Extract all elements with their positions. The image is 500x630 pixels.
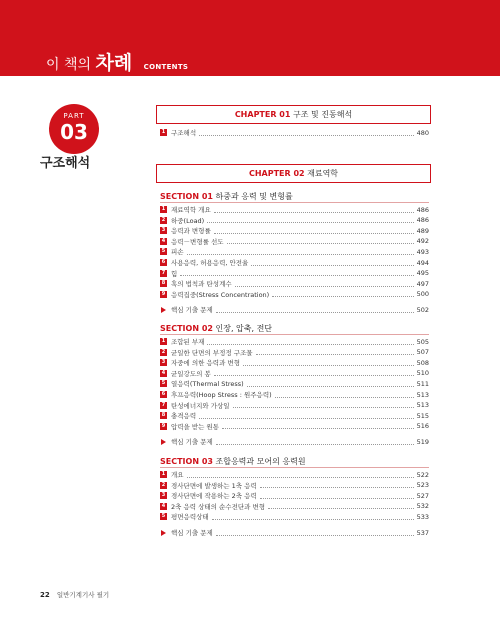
part-number: 03 (60, 120, 88, 144)
dot-leader (216, 439, 414, 445)
dot-leader (199, 413, 413, 419)
section-title: 인장, 압축, 전단 (215, 324, 273, 333)
item-number-badge: 6 (161, 259, 166, 265)
entry-title: 개요 (171, 471, 184, 479)
dot-leader (187, 249, 414, 255)
item-number-badge: 7 (161, 401, 166, 408)
toc-entry[interactable] (160, 226, 429, 235)
toc-entry[interactable] (160, 258, 429, 267)
triangle-arrow-icon (161, 439, 166, 445)
entry-title: 경사단면에 작용하는 2축 응력 (171, 492, 257, 501)
entry-title: 하중(Load) (171, 216, 205, 225)
toc-entry[interactable] (160, 470, 429, 479)
item-number-badge: 4 (161, 502, 166, 509)
item-number-badge: 2 (161, 348, 166, 355)
toc-entry[interactable] (160, 390, 429, 399)
chapter-number: CHAPTER 02 (248, 169, 305, 178)
entry-page-number: 486 (416, 216, 429, 225)
item-number-badge: 5 (161, 248, 166, 255)
entry-page-number: 532 (416, 502, 429, 511)
page-footer (40, 590, 109, 599)
section-divider (160, 467, 429, 468)
item-number-badge: 6 (161, 391, 166, 397)
entry-title: 자중에 의한 응력과 변형 (171, 359, 240, 368)
entry-title: 피손 (171, 248, 184, 257)
section-heading (160, 323, 272, 334)
section-number: SECTION 03 (160, 457, 213, 466)
part-label: PART (63, 112, 85, 120)
section-title: 조합응력과 모어의 응력원 (215, 457, 306, 466)
footer-page-number: 22 (40, 591, 50, 599)
item-number-badge: 8 (161, 412, 166, 419)
entry-title: 사용응력, 허용응력, 안전율 (171, 259, 249, 267)
dot-leader (212, 514, 414, 520)
item-number-badge: 9 (161, 290, 166, 297)
dot-leader (235, 281, 414, 287)
entry-page-number: 495 (416, 269, 429, 278)
chapter-heading (156, 105, 431, 124)
chapter-title: 재료역학 (307, 169, 339, 178)
dot-leader (260, 493, 414, 499)
toc-entry[interactable] (160, 237, 429, 246)
dot-leader (214, 228, 414, 234)
part-badge (49, 104, 99, 154)
dot-leader (216, 530, 414, 536)
dot-leader (256, 349, 414, 355)
item-number-badge: 3 (161, 359, 166, 366)
item-number-badge: 1 (161, 129, 166, 135)
dot-leader (187, 472, 414, 478)
item-number-badge: 3 (161, 492, 166, 499)
entry-title: 응력집중(Stress Concentration) (171, 290, 270, 299)
section-title: 하중과 응력 및 변형률 (215, 192, 293, 201)
chapter-heading (156, 164, 431, 183)
entry-title: 힘 (171, 269, 178, 278)
dot-leader (207, 217, 413, 223)
summary-entry[interactable] (160, 528, 429, 537)
item-number-badge: 5 (161, 513, 166, 520)
entry-title: 응력과 변형률 (171, 227, 211, 236)
toc-entry[interactable] (160, 269, 429, 278)
entry-page-number: 502 (416, 305, 429, 314)
section-heading (160, 191, 293, 202)
item-number-badge: 2 (161, 481, 166, 488)
toc-entry[interactable] (160, 205, 429, 214)
toc-entry[interactable] (160, 401, 429, 410)
toc-entry[interactable] (160, 279, 429, 288)
entry-title: 경사단면에 발생하는 1축 응력 (171, 481, 257, 490)
dot-leader (214, 207, 414, 213)
entry-page-number: 513 (416, 390, 429, 399)
toc-entry[interactable] (160, 358, 429, 367)
entry-title: 2축 응력 상태의 순수전단과 변형 (171, 502, 266, 511)
entry-page-number: 527 (416, 491, 429, 500)
entry-page-number: 513 (416, 401, 429, 410)
entry-page-number: 511 (416, 379, 429, 388)
section-number: SECTION 01 (160, 192, 213, 201)
entry-page-number: 515 (416, 411, 429, 420)
contents-title-prefix: 이 책의 (46, 57, 92, 73)
item-number-badge: 1 (161, 206, 166, 212)
item-number-badge: 4 (161, 237, 166, 244)
entry-page-number: 523 (416, 481, 429, 490)
entry-title: 압력을 받는 원통 (171, 422, 220, 431)
entry-page-number: 505 (416, 337, 429, 346)
dot-leader (207, 339, 413, 345)
toc-entry[interactable] (160, 337, 429, 346)
toc-entry[interactable] (160, 247, 429, 256)
entry-page-number: 519 (416, 437, 429, 446)
dot-leader (247, 381, 414, 387)
entry-title: 재료역학 개요 (171, 206, 211, 214)
item-number-badge: 8 (161, 280, 166, 287)
entry-page-number: 497 (416, 279, 429, 288)
entry-page-number: 522 (416, 470, 429, 479)
toc-entry[interactable] (160, 502, 429, 511)
entry-title: 탄성에너지와 가상일 (171, 401, 230, 410)
chapter-title: 구조 및 진동해석 (292, 110, 353, 119)
entry-page-number: 508 (416, 358, 429, 367)
entry-page-number: 489 (416, 226, 429, 235)
item-number-badge: 7 (161, 269, 166, 276)
part-title: 구조해석 (40, 156, 91, 171)
entry-title: 핵심 기출 문제 (171, 306, 213, 315)
toc-entry[interactable] (160, 512, 429, 521)
dot-leader (199, 130, 413, 136)
dot-leader (233, 402, 414, 408)
entry-title: 핵심 기출 문제 (171, 529, 213, 537)
dot-leader (214, 370, 414, 376)
dot-leader (227, 238, 414, 244)
contents-title-main: 차례 (95, 52, 133, 74)
dot-leader (180, 270, 413, 276)
entry-page-number: 507 (416, 348, 429, 357)
summary-entry[interactable] (160, 437, 429, 446)
entry-title: 핵심 기출 문제 (171, 438, 213, 447)
contents-title-english: CONTENTS (143, 63, 189, 71)
toc-entry[interactable] (160, 128, 429, 137)
summary-entry[interactable] (160, 305, 429, 314)
entry-title: 균일강도의 봉 (171, 369, 211, 378)
section-number: SECTION 02 (160, 324, 213, 333)
dot-leader (268, 503, 414, 509)
entry-title: 조합된 부재 (171, 338, 205, 346)
toc-entry[interactable] (160, 369, 429, 378)
toc-entry[interactable] (160, 216, 429, 225)
dot-leader (222, 423, 413, 429)
entry-page-number: 480 (416, 128, 429, 137)
triangle-arrow-icon (161, 530, 166, 536)
footer-book-title: 일반기계기사 필기 (56, 591, 110, 599)
toc-entry[interactable] (160, 411, 429, 420)
entry-title: 평면응력상태 (171, 513, 209, 522)
entry-page-number: 500 (416, 290, 429, 299)
entry-page-number: 510 (416, 369, 429, 378)
entry-page-number: 492 (416, 237, 429, 246)
item-number-badge: 9 (161, 422, 166, 429)
dot-leader (275, 392, 414, 398)
section-heading (160, 456, 306, 467)
entry-page-number: 493 (416, 247, 429, 256)
toc-entry[interactable] (160, 348, 429, 357)
toc-entry[interactable] (160, 422, 429, 431)
item-number-badge: 4 (161, 369, 166, 376)
entry-page-number: 537 (416, 528, 429, 537)
entry-page-number: 533 (416, 512, 429, 521)
entry-page-number: 486 (416, 205, 429, 214)
entry-title: 훅의 법칙과 탄성계수 (171, 280, 232, 289)
entry-page-number: 494 (416, 258, 429, 267)
item-number-badge: 5 (161, 380, 166, 387)
entry-page-number: 516 (416, 422, 429, 431)
triangle-arrow-icon (161, 307, 166, 313)
toc-entry[interactable] (160, 481, 429, 490)
toc-entry[interactable] (160, 379, 429, 388)
entry-title: 구조해석 (171, 129, 197, 137)
item-number-badge: 2 (161, 216, 166, 223)
toc-entry[interactable] (160, 491, 429, 500)
entry-title: 응력－변형률 선도 (171, 237, 224, 246)
dot-leader (216, 307, 414, 313)
item-number-badge: 1 (161, 471, 166, 477)
dot-leader (243, 360, 414, 366)
item-number-badge: 3 (161, 227, 166, 234)
toc-entry[interactable] (160, 290, 429, 299)
section-divider (160, 202, 429, 203)
contents-title (46, 48, 188, 75)
dot-leader (251, 260, 413, 266)
entry-title: 열응력(Thermal Stress) (171, 380, 244, 389)
entry-title: 충격응력 (171, 412, 197, 421)
item-number-badge: 1 (161, 338, 166, 344)
entry-title: 균일한 단면의 부정정 구조물 (171, 348, 253, 357)
dot-leader (260, 482, 414, 488)
dot-leader (272, 291, 413, 297)
entry-title: 후프응력(Hoop Stress : 원주응력) (171, 391, 272, 399)
section-divider (160, 334, 429, 335)
header-band (0, 0, 500, 76)
chapter-number: CHAPTER 01 (234, 110, 291, 119)
